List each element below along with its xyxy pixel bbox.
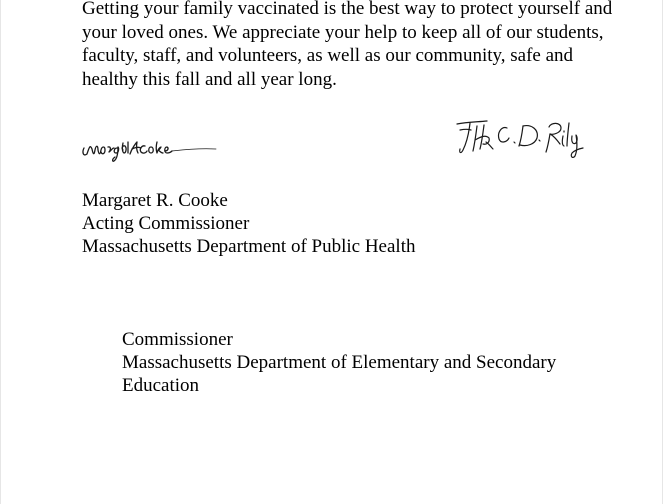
closing-paragraph: Getting your family vaccinated is the best way to protect yourself and your loved ones. We appreciate your help to keep all of our students, faculty, staff, and volunteers, as well as our community, safe and healthy this fall and all year long. [82,0,613,90]
signatory-department: Massachusetts Department of Public Health [82,236,416,257]
signatory-department-line2: Education [122,375,200,396]
signatory-department-line1: Massachusetts Department of Elementary and Secondary [122,352,557,373]
signature-margaret-cooke [81,134,221,164]
signatory-name: Margaret R. Cooke [82,190,228,211]
signature-jeffrey-riley [453,118,585,160]
signatory-title: Acting Commissioner [82,213,250,234]
signatory-title: Commissioner [122,329,233,350]
signature-block-riley [122,328,556,397]
signature-block-cooke [82,189,415,258]
